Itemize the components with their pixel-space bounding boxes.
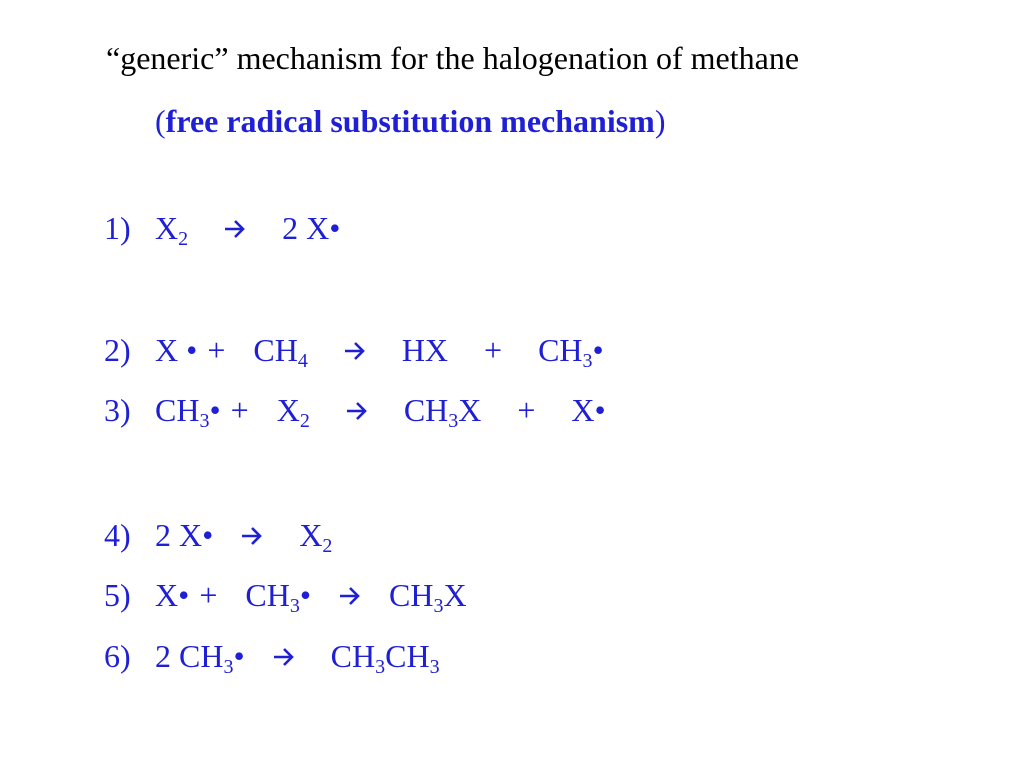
step-5 bbox=[104, 575, 467, 615]
step-equation bbox=[155, 515, 332, 555]
species-ch: CH bbox=[253, 332, 298, 368]
species-x: X bbox=[276, 392, 300, 428]
species-2-x-radical: 2 X• bbox=[155, 517, 214, 553]
step-4 bbox=[104, 515, 332, 555]
step-number: 6) bbox=[104, 638, 131, 674]
species-x: X bbox=[155, 210, 179, 246]
subtitle-close-paren: ) bbox=[654, 103, 666, 139]
radical-dot: • bbox=[299, 577, 312, 613]
subscript: 3 bbox=[433, 595, 444, 617]
step-number: 3) bbox=[104, 392, 131, 428]
step-2 bbox=[104, 330, 604, 370]
step-6 bbox=[104, 636, 440, 676]
slide-title: “generic” mechanism for the halogenation of methane bbox=[106, 40, 800, 76]
subscript: 3 bbox=[582, 350, 593, 372]
species-ch: CH bbox=[385, 638, 430, 674]
step-3 bbox=[104, 390, 606, 430]
subtitle-mechanism-name: free radical substitution mechanism bbox=[165, 103, 655, 139]
plus-sign: + bbox=[230, 392, 249, 428]
subscript: 2 bbox=[178, 228, 189, 250]
plus-sign: + bbox=[199, 577, 218, 613]
right-arrow-icon bbox=[241, 526, 263, 546]
right-arrow-icon bbox=[344, 341, 366, 361]
subscript: 3 bbox=[223, 656, 234, 678]
species-x: X bbox=[299, 517, 323, 553]
species-2-x-radical: 2 X• bbox=[282, 210, 341, 246]
step-number: 5) bbox=[104, 577, 131, 613]
subscript: 3 bbox=[375, 656, 386, 678]
step-number: 1) bbox=[104, 210, 131, 246]
species-ch: CH bbox=[389, 577, 434, 613]
right-arrow-icon bbox=[339, 586, 361, 606]
plus-sign: + bbox=[484, 332, 503, 368]
step-1 bbox=[104, 208, 340, 248]
step-equation bbox=[155, 636, 440, 676]
species-2-ch: 2 CH bbox=[155, 638, 224, 674]
plus-sign: + bbox=[207, 332, 226, 368]
species-x: X bbox=[443, 577, 467, 613]
species-ch: CH bbox=[538, 332, 583, 368]
species-ch: CH bbox=[245, 577, 290, 613]
step-number: 4) bbox=[104, 517, 131, 553]
subscript: 4 bbox=[297, 350, 308, 372]
subscript: 2 bbox=[322, 535, 333, 557]
species-x-radical: X• bbox=[155, 577, 190, 613]
subscript: 3 bbox=[289, 595, 300, 617]
radical-dot: • bbox=[233, 638, 245, 674]
species-hx: HX bbox=[401, 332, 449, 368]
species-x-radical: X • bbox=[155, 332, 198, 368]
species-x: X bbox=[458, 392, 482, 428]
subscript: 3 bbox=[448, 410, 459, 432]
step-equation bbox=[155, 575, 467, 615]
radical-dot: • bbox=[592, 332, 604, 368]
subtitle-open-paren: ( bbox=[155, 103, 166, 139]
species-ch: CH bbox=[155, 392, 200, 428]
species-ch: CH bbox=[330, 638, 376, 674]
subscript: 3 bbox=[199, 410, 210, 432]
species-x-radical: X• bbox=[571, 392, 606, 428]
right-arrow-icon bbox=[224, 219, 246, 239]
subscript: 3 bbox=[429, 656, 440, 678]
step-equation bbox=[155, 208, 340, 248]
step-equation bbox=[155, 330, 604, 370]
plus-sign: + bbox=[517, 392, 536, 428]
right-arrow-icon bbox=[273, 647, 295, 667]
step-equation bbox=[155, 390, 606, 430]
right-arrow-icon bbox=[346, 401, 368, 421]
step-number: 2) bbox=[104, 332, 131, 368]
slide-subtitle bbox=[155, 103, 665, 140]
radical-dot: • bbox=[209, 392, 221, 428]
subscript: 2 bbox=[299, 410, 310, 432]
species-ch: CH bbox=[403, 392, 449, 428]
